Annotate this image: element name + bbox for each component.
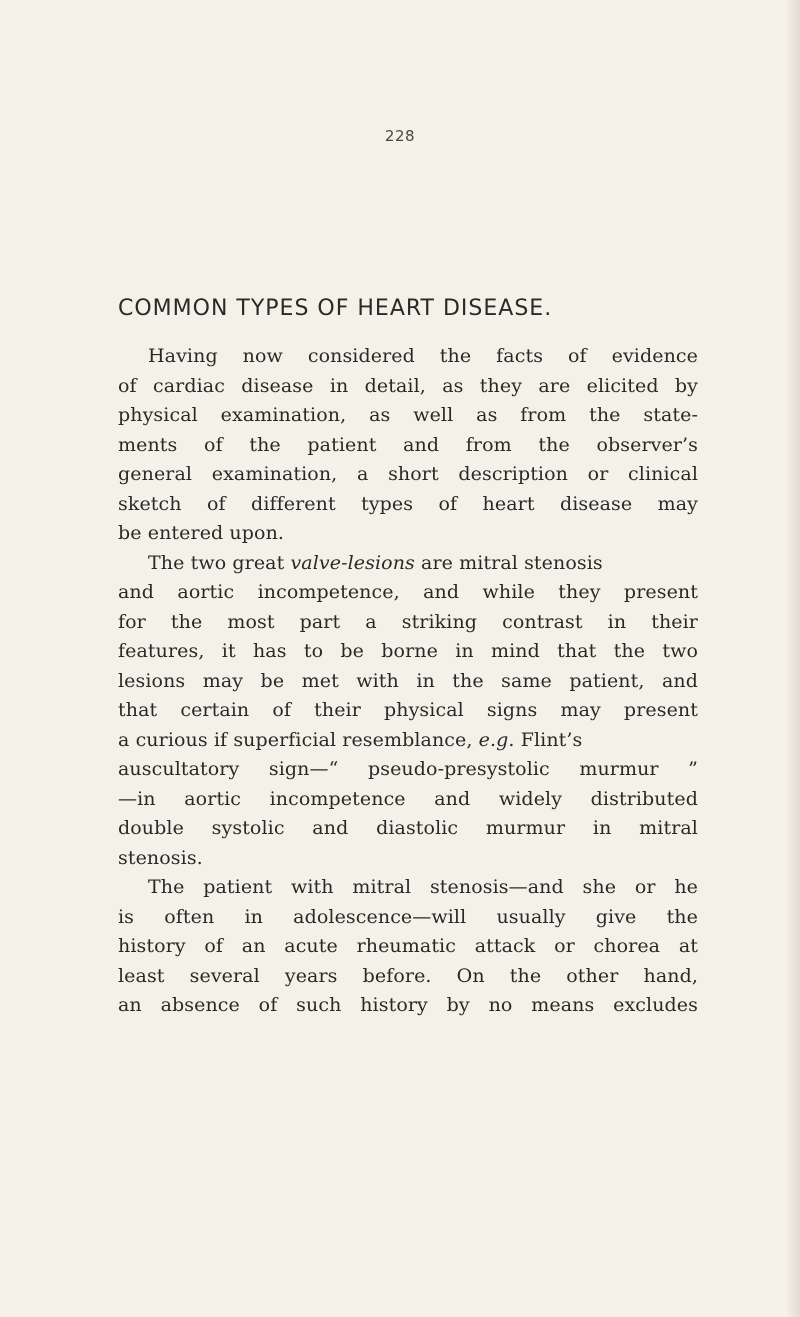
text-line: least several years before. On the other hand, (118, 964, 698, 987)
text-line: stenosis. (118, 846, 203, 869)
text-line: an absence of such history by no means excludes (118, 994, 698, 1016)
text-run: The two great (148, 551, 291, 574)
text-line: that certain of their physical signs may present (118, 699, 698, 721)
text-run: Flint’s (514, 728, 583, 751)
text-line: auscultatory sign—“ pseudo-presystolic murmur ” (118, 758, 698, 780)
text-line: Having now considered the facts of evidence (148, 345, 698, 367)
body-text (118, 342, 698, 1021)
text-line: is often in adolescence—will usually give the (118, 905, 698, 928)
page-number: 228 (384, 127, 416, 145)
text-line: sketch of different types of heart disease may (118, 492, 698, 515)
text-run: are mitral stenosis (414, 551, 603, 574)
text-line: general examination, a short description or clinical (118, 463, 698, 485)
text-line: be entered upon. (118, 522, 285, 544)
italic-abbreviation: e.g. (478, 728, 515, 751)
page-edge-shadow (786, 0, 800, 1317)
text-line: history of an acute rheumatic attack or chorea at (118, 935, 698, 957)
text-line: features, it has to be borne in mind that the two (118, 640, 698, 662)
text-line (118, 726, 698, 756)
text-line: lesions may be met with in the same patient, and (118, 669, 698, 692)
italic-term: valve-lesions (290, 551, 415, 574)
text-run: a curious if superficial resemblance, (118, 728, 479, 751)
chapter-title: COMMON TYPES OF HEART DISEASE. (118, 296, 553, 321)
text-line: The patient with mitral stenosis—and she or he (148, 876, 698, 898)
text-line: physical examination, as well as from the state- (118, 404, 698, 426)
text-line: double systolic and diastolic murmur in mitral (118, 817, 698, 839)
text-line: ments of the patient and from the observer’s (118, 433, 698, 456)
text-line (118, 549, 698, 579)
text-line: for the most part a striking contrast in their (118, 610, 698, 633)
text-line: —in aortic incompetence and widely distributed (118, 787, 698, 810)
text-line: and aortic incompetence, and while they present (118, 581, 698, 603)
text-line: of cardiac disease in detail, as they are elicited by (118, 374, 698, 397)
